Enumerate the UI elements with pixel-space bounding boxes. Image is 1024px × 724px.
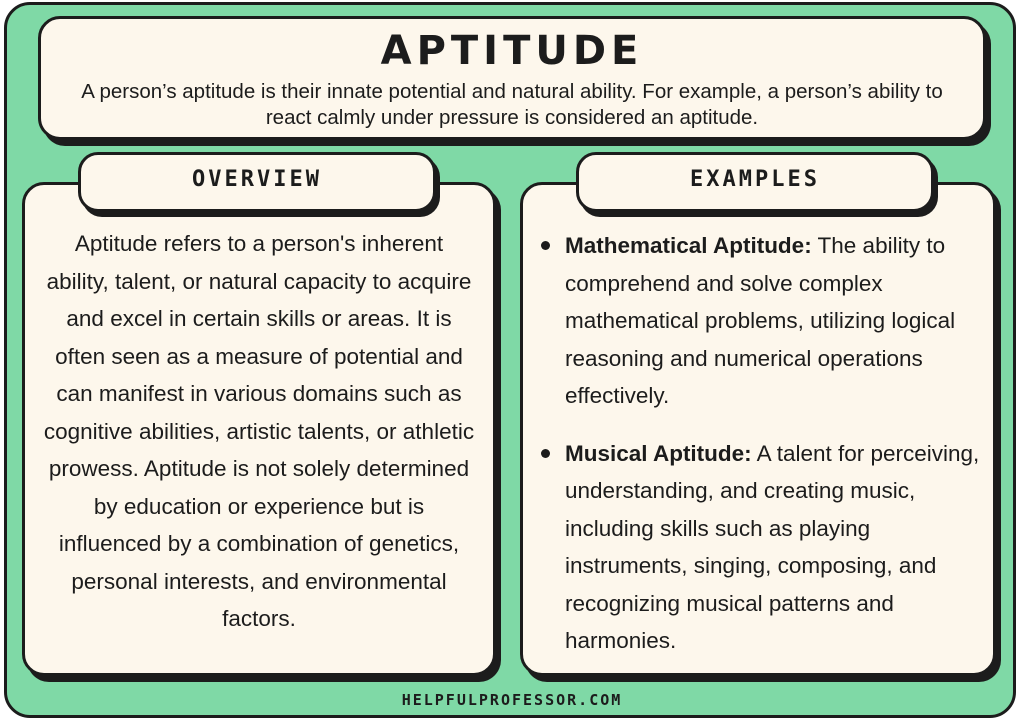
example-description: The ability to comprehend and solve complex mathematical problems, utilizing logical reasoning and numerical operations effectively. (565, 233, 956, 408)
bullet-icon (541, 449, 550, 458)
example-term: Musical Aptitude: (565, 440, 752, 466)
example-item-mathematical (539, 227, 981, 415)
title-card (38, 16, 986, 140)
examples-list (539, 227, 981, 680)
overview-panel (22, 182, 496, 676)
page-subtitle: A person’s aptitude is their innate potential and natural ability. For example, a person’s ability to react calmly under pressure is considered an aptitude. (81, 80, 943, 129)
bullet-icon (541, 241, 550, 250)
overview-heading: OVERVIEW (78, 152, 436, 212)
example-item-musical (539, 435, 981, 660)
examples-panel (520, 182, 996, 676)
page-title: APTITUDE (380, 28, 644, 74)
example-term: Mathematical Aptitude: (565, 233, 812, 258)
example-description: A talent for perceiving, understanding, and creating music, including skills such as playing instruments, singing, composing, and recognizing musical patterns and harmonies. (565, 440, 980, 653)
overview-body: Aptitude refers to a person's inherent ability, talent, or natural capacity to acquire and excel in certain skills or areas. It is often seen as a measure of potential and can manifest in various domains such as cognitive abilities, artistic talents, or athletic prowess. Aptitude is not solely determined by education or experience but is influenced by a combination of genetics, personal interests, and environmental factors. (43, 231, 475, 631)
footer-site-link[interactable]: HELPFULPROFESSOR.COM (401, 691, 623, 709)
examples-heading: EXAMPLES (576, 152, 934, 212)
